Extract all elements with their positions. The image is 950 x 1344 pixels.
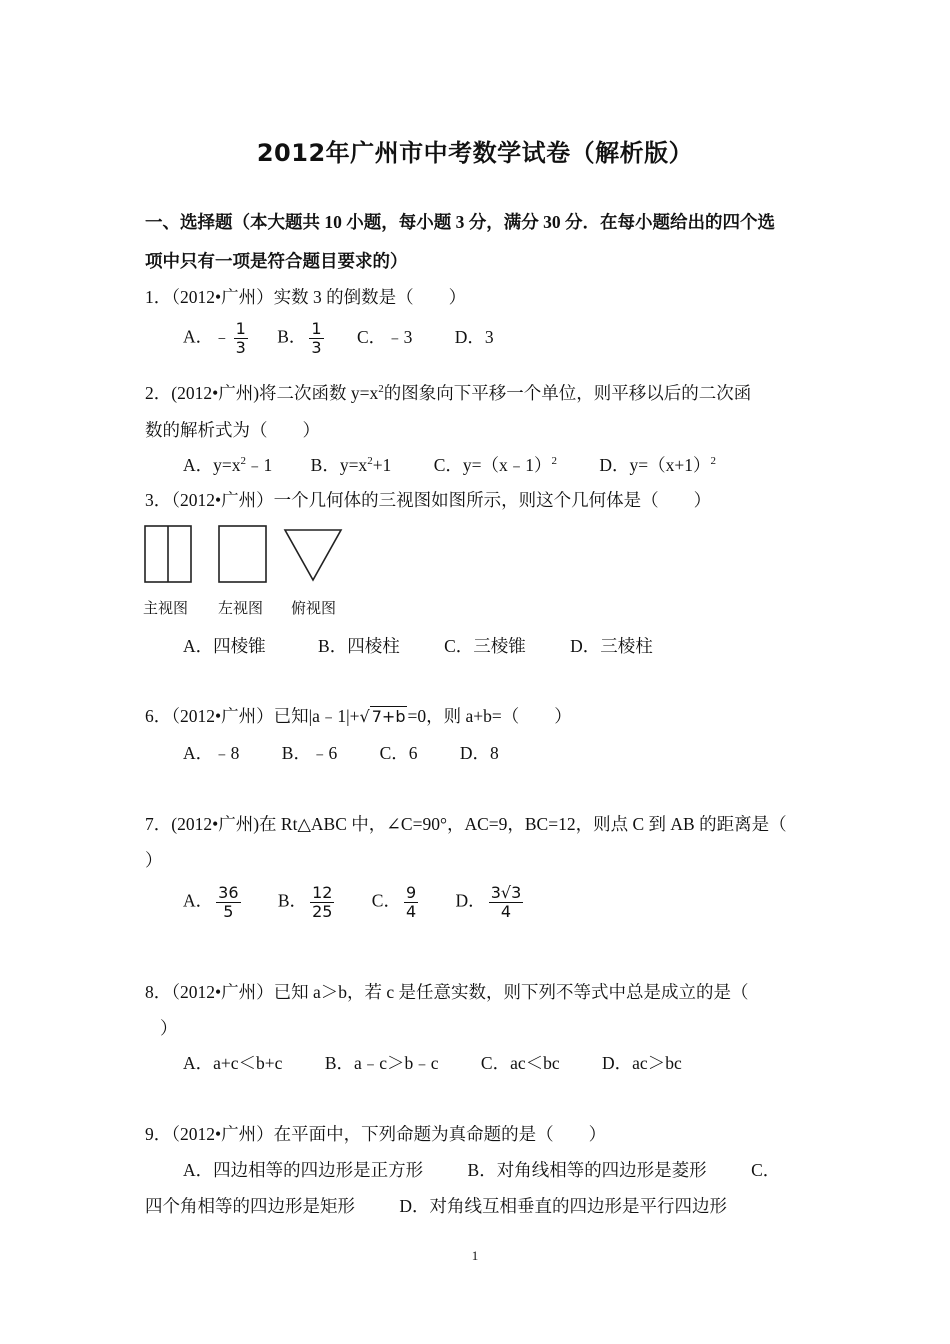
q9-option-c-label: C． (751, 1160, 781, 1180)
q2-stem-line2: 数的解析式为（ ） (145, 420, 320, 440)
q7-d-den: 4 (500, 902, 512, 921)
q2-a-sup: 2 (240, 455, 247, 467)
q6-option-d: D．8 (459, 743, 499, 763)
side-view-shape (219, 526, 266, 582)
q7-a-label: A． (183, 890, 214, 911)
q1-a-fraction (234, 320, 248, 357)
q1-a-label: A．﹣ (183, 326, 231, 347)
q1-b-den: 3 (311, 338, 322, 357)
q3-option-a: A．四棱锥 (183, 636, 266, 656)
q9-option-c-text: 四个角相等的四边形是矩形 (145, 1196, 355, 1216)
q7-option-d (456, 884, 527, 921)
q7-stem-line2: ） (145, 850, 163, 870)
q2-option-d (599, 452, 716, 477)
q2-stem-post: 的图象向下平移一个单位，则平移以后的二次函 (383, 383, 752, 403)
q7-option-c (372, 884, 421, 921)
q7-a-den: 5 (223, 902, 234, 921)
q7-b-fraction (310, 884, 334, 921)
q2-d-pre: D．y=（x+1） (599, 455, 711, 475)
three-view-figure (143, 524, 348, 586)
q1-a-den: 3 (235, 338, 246, 357)
q1-option-a (183, 320, 251, 357)
q1-b-num: 1 (311, 319, 322, 338)
q3-option-d: D．三棱柱 (570, 636, 653, 656)
q7-c-num: 9 (405, 883, 417, 902)
page-number: 1 (471, 1248, 479, 1263)
q9-options-line2 (145, 1193, 727, 1218)
q1-options (183, 320, 494, 357)
q6-stem (145, 703, 572, 728)
q8-option-b: B．a﹣c＞b﹣c (324, 1053, 439, 1073)
q8-option-a: A．a+c＜b+c (183, 1053, 283, 1073)
q7-option-b (278, 884, 338, 921)
q2-stem (145, 380, 751, 405)
q2-option-a (183, 452, 272, 477)
q7-a-num: 36 (218, 883, 239, 902)
q7-option-a (183, 884, 244, 921)
q1-b-fraction (309, 320, 323, 357)
q9-option-b: B．对角线相等的四边形是菱形 (467, 1160, 707, 1180)
q3-option-c: C．三棱锥 (444, 636, 526, 656)
q6-option-b: B．﹣6 (281, 743, 338, 763)
q7-b-label: B． (277, 890, 308, 911)
q9-option-d: D．对角线互相垂直的四边形是平行四边形 (399, 1196, 728, 1216)
q2-b-sup: 2 (367, 455, 373, 467)
q7-c-label: C． (371, 890, 401, 911)
q3-option-b: B．四棱柱 (318, 636, 400, 656)
section-heading-line1: 一、选择题（本大题共 10 小题，每小题 3 分，满分 30 分．在每小题给出的四个选 (145, 212, 775, 232)
q2-stem-pre: 2．(2012•广州)将二次函数 y=x (145, 383, 379, 403)
q9-option-a: A．四边相等的四边形是正方形 (183, 1160, 424, 1180)
q7-d-label: D． (455, 890, 486, 911)
q7-c-fraction (404, 884, 418, 921)
q6-options (183, 740, 499, 765)
q6-option-c: C．6 (379, 743, 418, 763)
q7-b-den: 25 (312, 902, 333, 921)
q2-a-pre: A．y=x (183, 455, 241, 475)
q7-d-fraction (489, 884, 524, 921)
q9-options-line1 (183, 1157, 780, 1182)
q3-stem: 3．（2012•广州）一个几何体的三视图如图所示，则这个几何体是（ ） (145, 490, 712, 510)
q7-stem: 7．(2012•广州)在 Rt△ABC 中，∠C=90°，AC=9，BC=12，则点 C 到 AB 的距离是（ (145, 814, 787, 834)
view-label-side: 左视图 (218, 599, 264, 617)
view-label-front: 主视图 (143, 599, 189, 617)
q1-b-label: B． (277, 326, 307, 347)
q7-b-num: 12 (312, 883, 333, 902)
q6-stem-pre: 6．（2012•广州）已知|a﹣1|+ (145, 706, 360, 726)
front-view-shape (145, 526, 191, 582)
q2-option-c (434, 452, 557, 477)
view-label-top: 俯视图 (291, 599, 337, 617)
q1-option-c: C．﹣3 (356, 326, 413, 347)
top-view-shape (285, 530, 341, 580)
q6-sqrt: √ 7+b (359, 707, 406, 726)
q1-a-num: 1 (235, 319, 246, 338)
q7-d-num: 3√3 (490, 883, 522, 902)
q2-c-sup: 2 (551, 455, 557, 467)
q2-d-sup: 2 (710, 455, 716, 467)
q8-option-d: D．ac＞bc (602, 1053, 682, 1073)
page-title: 2012年广州市中考数学试卷（解析版） (256, 139, 694, 167)
q8-stem: 8．（2012•广州）已知 a＞b，若 c 是任意实数，则下列不等式中总是成立的是（ (145, 982, 749, 1002)
q2-options (183, 452, 716, 477)
q3-options (183, 633, 653, 658)
section-heading-line2: 项中只有一项是符合题目要求的） (145, 251, 408, 271)
q1-stem: 1．（2012•广州）实数 3 的倒数是（ ） (145, 287, 467, 307)
q2-b-post: +1 (372, 455, 392, 475)
q7-c-den: 4 (405, 902, 417, 921)
q2-b-pre: B．y=x (310, 455, 368, 475)
q6-radicand: 7+b (371, 707, 406, 726)
q8-option-c: C．ac＜bc (480, 1053, 560, 1073)
q9-stem: 9．（2012•广州）在平面中，下列命题为真命题的是（ ） (145, 1124, 607, 1144)
q2-c-pre: C．y=（x﹣1） (433, 455, 552, 475)
q6-option-a: A．﹣8 (183, 743, 240, 763)
q2-stem-sup: 2 (378, 383, 384, 395)
q2-option-b (311, 452, 392, 477)
q1-option-d: D．3 (454, 326, 494, 347)
q2-a-post: ﹣1 (246, 455, 273, 475)
q7-options (183, 884, 526, 921)
q8-options (183, 1050, 682, 1075)
q8-stem-line2: ） (160, 1018, 178, 1038)
q1-option-b (277, 320, 326, 357)
q7-a-fraction (216, 884, 240, 921)
q6-stem-post: =0，则 a+b=（ ） (407, 706, 572, 726)
